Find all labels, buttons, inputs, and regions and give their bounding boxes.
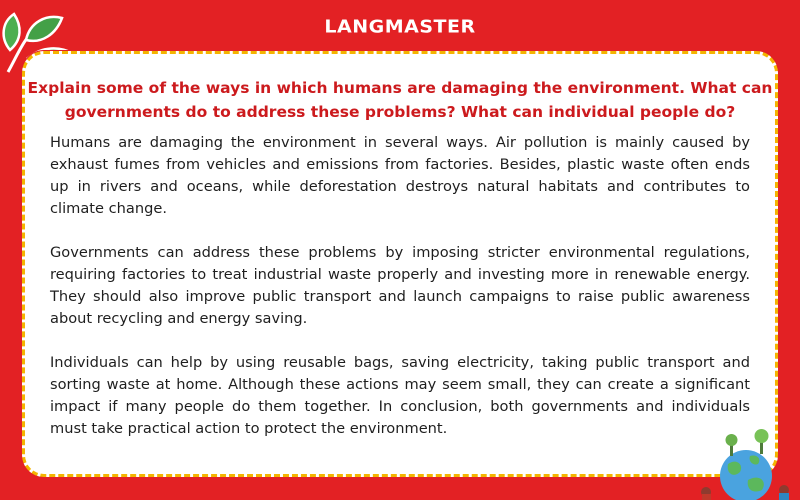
answer-paragraph-1: Humans are damaging the environment in several ways. Air pollution is mainly caused by exhaust fumes from vehicles and emissions from factories. Besides, plastic waste often ends up in rivers and oceans, while deforestation destroys natural habitats and contributes to climate change. xyxy=(50,134,750,217)
answer-paragraph-3: Individuals can help by using reusable bags, saving electricity, taking public transport and sorting waste at home. Although these actions may seem small, they can create a significant impact if many people do them together. In conclusion, both governments and individuals must take practical action to protect the environment. xyxy=(50,354,750,437)
answer-paragraph-2: Governments can address these problems by imposing stricter environmental regulations, requiring factories to treat industrial waste properly and investing more in renewable energy. They should also improve public transport and launch campaigns to raise public awareness about recycling and energy saving. xyxy=(50,244,750,327)
essay-answer xyxy=(50,132,750,462)
earth-globe-icon xyxy=(688,420,800,500)
essay-question: Explain some of the ways in which humans are damaging the environment. What can governments do to address these problems? What can individual people do? xyxy=(27,79,773,121)
brand-logo: LANGMASTER xyxy=(324,16,476,38)
